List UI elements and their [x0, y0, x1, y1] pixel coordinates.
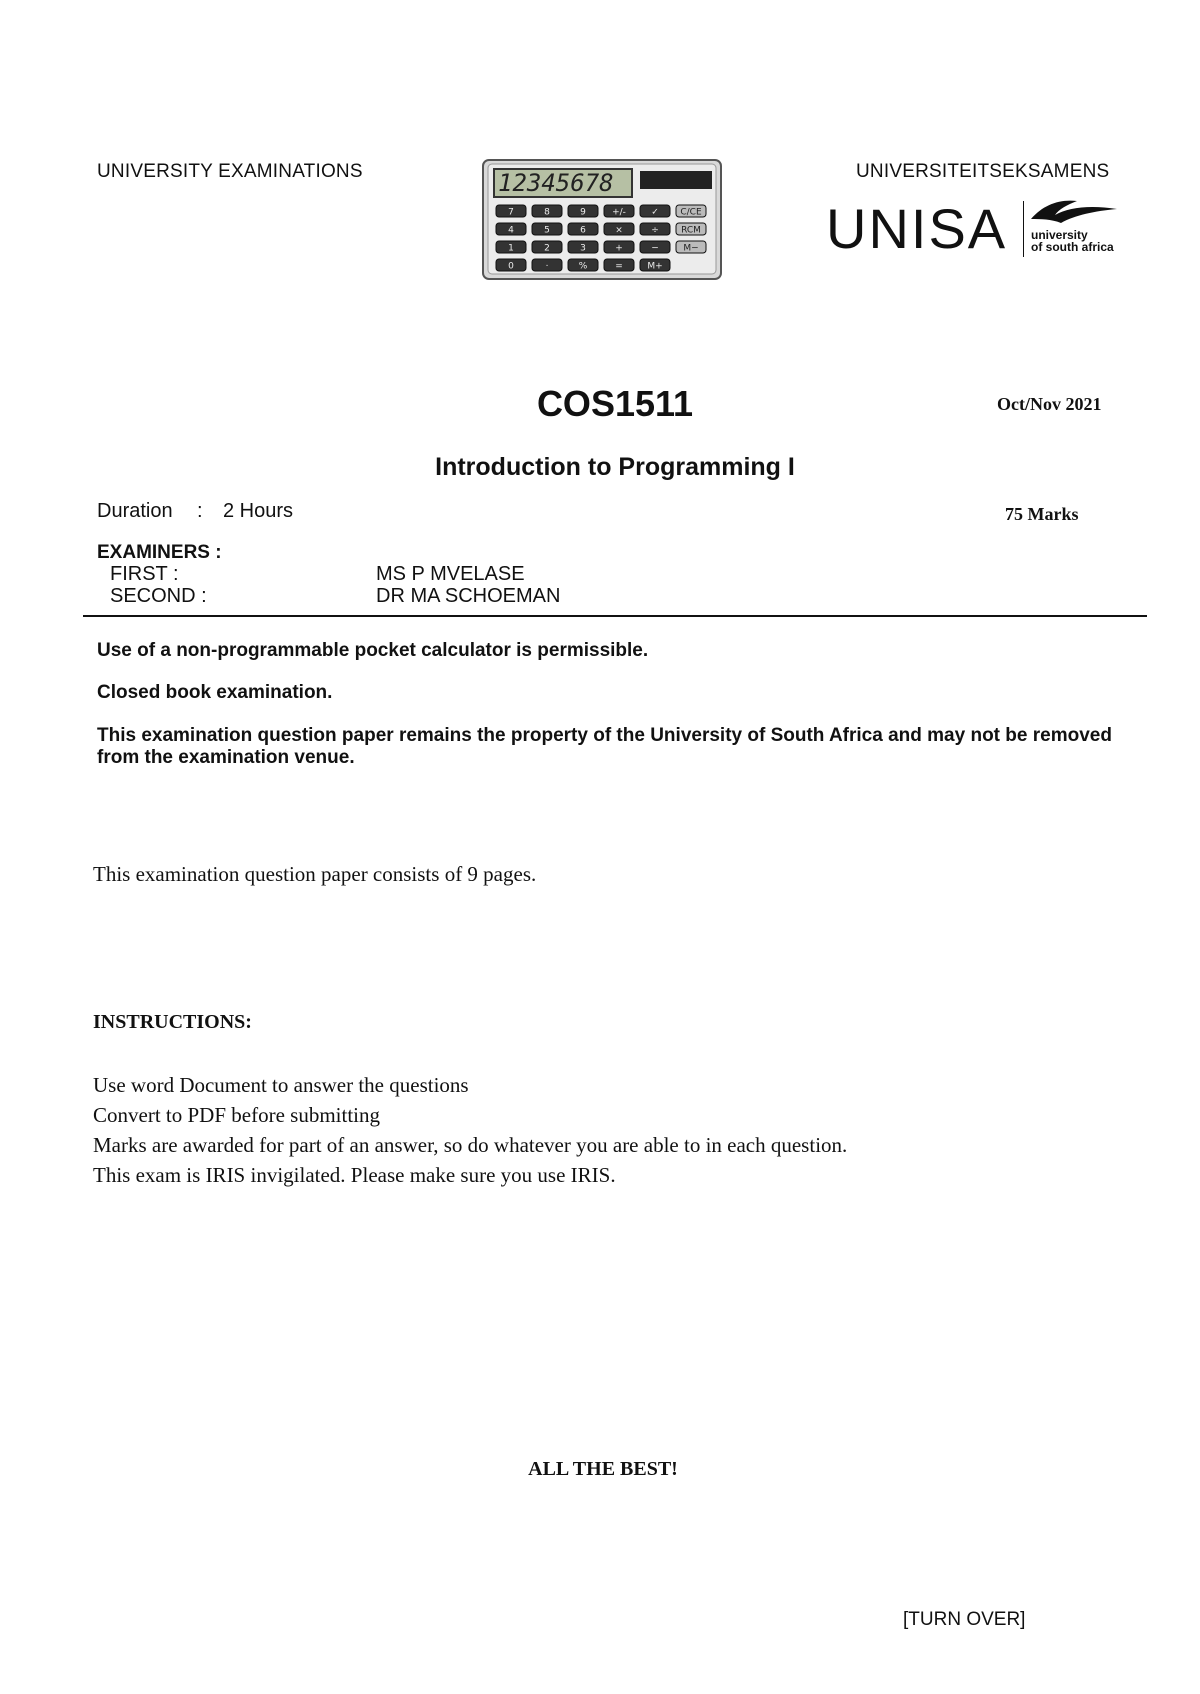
- unisa-bird-icon: [1029, 197, 1119, 229]
- duration-row: [97, 500, 293, 523]
- unisa-logo-sub-line1: university: [1031, 228, 1088, 242]
- rule-calculator: Use of a non-programmable pocket calculator is permissible.: [97, 640, 649, 661]
- header-divider: [83, 615, 1147, 617]
- turn-over-note: [TURN OVER]: [903, 1609, 1026, 1630]
- calculator-key-label: M−: [683, 243, 699, 254]
- instruction-item: Marks are awarded for part of an answer, so do whatever you are able to in each question.: [93, 1133, 848, 1157]
- calculator-key-label: 8: [544, 207, 550, 218]
- unisa-logo-word: UNISA: [826, 197, 1008, 260]
- examiners-heading: EXAMINERS :: [97, 542, 222, 563]
- examiner-second-row: [110, 585, 560, 608]
- calculator-key-label: =: [615, 261, 623, 272]
- course-title: Introduction to Programming I: [435, 453, 795, 481]
- header-left-title: UNIVERSITY EXAMINATIONS: [97, 161, 363, 182]
- examiner-first-label: FIRST :: [110, 563, 179, 585]
- duration-label: Duration: [97, 500, 173, 522]
- examiner-second-label: SECOND :: [110, 585, 207, 607]
- duration-value: 2 Hours: [223, 500, 294, 522]
- rule-property: This examination question paper remains the property of the University of South Africa and may not be removed from the examination venue.: [97, 725, 1112, 768]
- header-right-title: UNIVERSITEITSEKSAMENS: [856, 161, 1110, 182]
- calculator-key-label: 1: [508, 243, 514, 254]
- course-code: COS1511: [536, 383, 694, 424]
- calculator-key-label: −: [651, 243, 659, 254]
- instructions-heading: INSTRUCTIONS:: [93, 1011, 252, 1033]
- calculator-key-label: 3: [580, 243, 586, 254]
- instruction-item: Use word Document to answer the questions: [93, 1073, 469, 1097]
- calculator-key-label: ÷: [651, 225, 659, 236]
- pages-note: This examination question paper consists of 9 pages.: [93, 862, 537, 886]
- unisa-logo-sub-line2: of south africa: [1031, 240, 1114, 254]
- examiner-first-row: [110, 563, 525, 586]
- calculator-key-label: 6: [580, 225, 586, 236]
- closing-message: ALL THE BEST!: [528, 1458, 678, 1480]
- examiner-second-name: DR MA SCHOEMAN: [376, 585, 561, 607]
- calculator-display-text: 12345678: [498, 169, 614, 197]
- rule-closed-book: Closed book examination.: [97, 682, 333, 703]
- calculator-key-label: 2: [544, 243, 550, 254]
- calculator-key-label: 7: [508, 207, 514, 218]
- calculator-key-label: RCM: [681, 225, 701, 236]
- calculator-key-label: +/-: [612, 207, 626, 218]
- instruction-item: This exam is IRIS invigilated. Please make sure you use IRIS.: [93, 1163, 616, 1187]
- calculator-key-label: 9: [580, 207, 586, 218]
- instruction-item: Convert to PDF before submitting: [93, 1103, 380, 1127]
- unisa-logo-subtitle: [1031, 229, 1114, 253]
- exam-date: Oct/Nov 2021: [997, 394, 1102, 414]
- calculator-key-label: ·: [545, 261, 549, 272]
- unisa-logo: [826, 197, 1126, 267]
- calculator-key-label: ✓: [651, 207, 659, 218]
- calculator-key-label: %: [578, 261, 588, 272]
- calculator-key-label: C/CE: [680, 207, 702, 218]
- calculator-key-label: 4: [508, 225, 514, 236]
- calculator-key-label: M+: [647, 261, 663, 272]
- total-marks: 75 Marks: [1005, 504, 1079, 524]
- examiner-first-name: MS P MVELASE: [376, 563, 525, 585]
- calculator-key-label: ×: [615, 225, 623, 236]
- unisa-logo-divider: [1023, 201, 1024, 257]
- calculator-key-label: +: [615, 243, 623, 254]
- calculator-image: [482, 159, 722, 280]
- instructions-list: [93, 1070, 847, 1190]
- duration-colon: :: [197, 500, 203, 522]
- calculator-key-label: 0: [508, 261, 514, 272]
- calculator-key-label: 5: [544, 225, 550, 236]
